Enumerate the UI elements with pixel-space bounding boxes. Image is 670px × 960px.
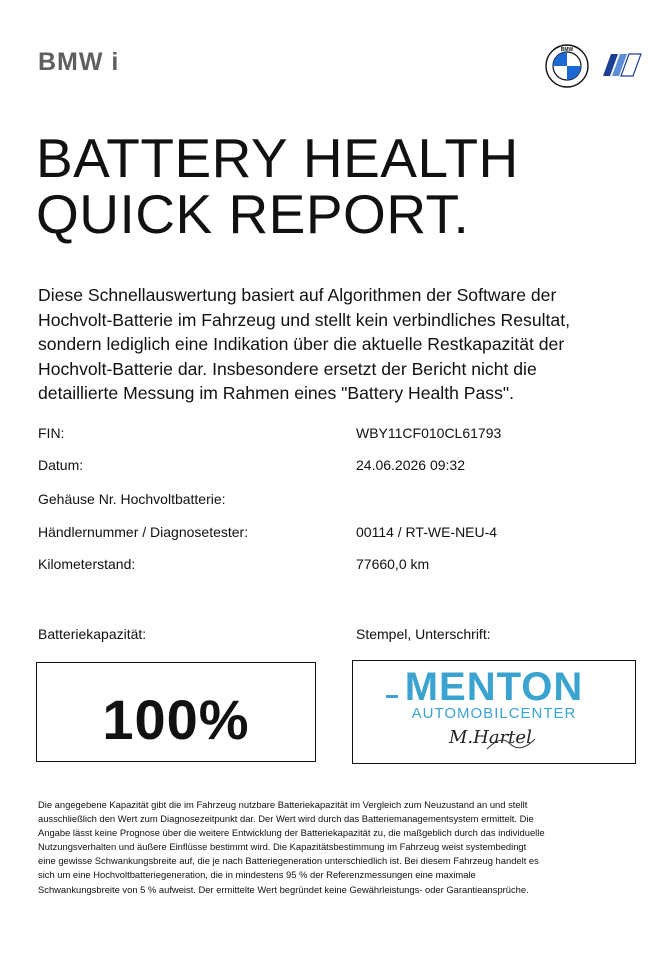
dealer-stamp-name: MENTON <box>404 665 584 709</box>
disclaimer-line: Schwankungsbreite von 5 % aufweist. Der ermittelte Wert begründet keine Gewährleistungs- oder Garantieansprüche. <box>38 883 529 895</box>
mileage-value: 77660,0 km <box>356 556 430 572</box>
vin-label: FIN: <box>38 425 65 441</box>
disclaimer <box>38 798 638 897</box>
disclaimer-line: Angabe lässt keine Prognose über die weitere Entwicklung der Batteriekapazität zu, die maßgeblich durch das individuelle <box>38 827 545 839</box>
disclaimer-line: sich um eine Hochvoltbatteriegeneration, die in mindestens 95 % der Referenzmessungen eine maximale <box>38 869 476 881</box>
dealer-tester-value: 00114 / RT-WE-NEU-4 <box>356 524 498 540</box>
disclaimer-line: Die angegebene Kapazität gibt die im Fahrzeug nutzbare Batteriekapazität im Vergleich zum Neuzustand an und stellt <box>38 799 528 810</box>
report-title-line: QUICK REPORT. <box>36 183 470 245</box>
dealer-stamp-subtitle: AUTOMOBILCENTER <box>411 705 577 722</box>
brand-logo-text: BMW i <box>38 48 120 76</box>
svg-text:BMW: BMW <box>560 46 574 53</box>
stamp-label: Stempel, Unterschrift: <box>356 626 491 642</box>
date-label: Datum: <box>38 457 84 473</box>
report-title-line: BATTERY HEALTH <box>36 127 519 189</box>
capacity-label: Batteriekapazität: <box>38 626 147 642</box>
signature-stroke <box>483 731 543 759</box>
battery-housing-label: Gehäuse Nr. Hochvoltbatterie: <box>38 491 226 507</box>
disclaimer-line: Nutzungsverhalten und äußere Einflüsse bestimmt wird. Die Kapazitätsbestimmung im Fahrzeug weist systembedingt <box>38 841 527 853</box>
bmw-roundel-icon <box>545 44 589 88</box>
signature: M.Hartel <box>449 727 532 748</box>
report-title <box>36 127 519 245</box>
disclaimer-line: eine gewisse Schwankungsbreite auf, die je nach Batteriegeneration unterschiedlich ist. Bei diesem Fahrzeug handelt es <box>38 855 539 867</box>
stamp-box <box>352 660 636 764</box>
date-value: 24.06.2026 09:32 <box>356 457 465 473</box>
bmw-m-stripes-icon <box>601 52 643 78</box>
intro-paragraph <box>38 283 638 406</box>
intro-line: sondern lediglich eine Indikation über die aktuelle Restkapazität der <box>38 334 565 355</box>
stamp-accent-bar <box>386 695 398 698</box>
intro-line: Hochvolt-Batterie im Fahrzeug und stellt kein verbindliches Resultat, <box>38 309 570 330</box>
intro-line: detaillierte Messung im Rahmen eines "Battery Health Pass". <box>38 383 515 404</box>
disclaimer-line: ausschließlich den Wert zum Diagnosezeitpunkt dar. Der Wert wird durch das Batteriemanagementsystem ermittelt. Die <box>38 813 534 825</box>
intro-line: Hochvolt-Batterie dar. Insbesondere ersetzt der Bericht nicht die <box>38 358 537 379</box>
capacity-value: 100% <box>102 688 250 751</box>
mileage-label: Kilometerstand: <box>38 556 136 572</box>
intro-line: Diese Schnellauswertung basiert auf Algorithmen der Software der <box>38 285 557 305</box>
capacity-box <box>36 662 316 762</box>
dealer-tester-label: Händlernummer / Diagnosetester: <box>38 524 249 540</box>
vin-value: WBY11CF010CL61793 <box>356 425 502 441</box>
